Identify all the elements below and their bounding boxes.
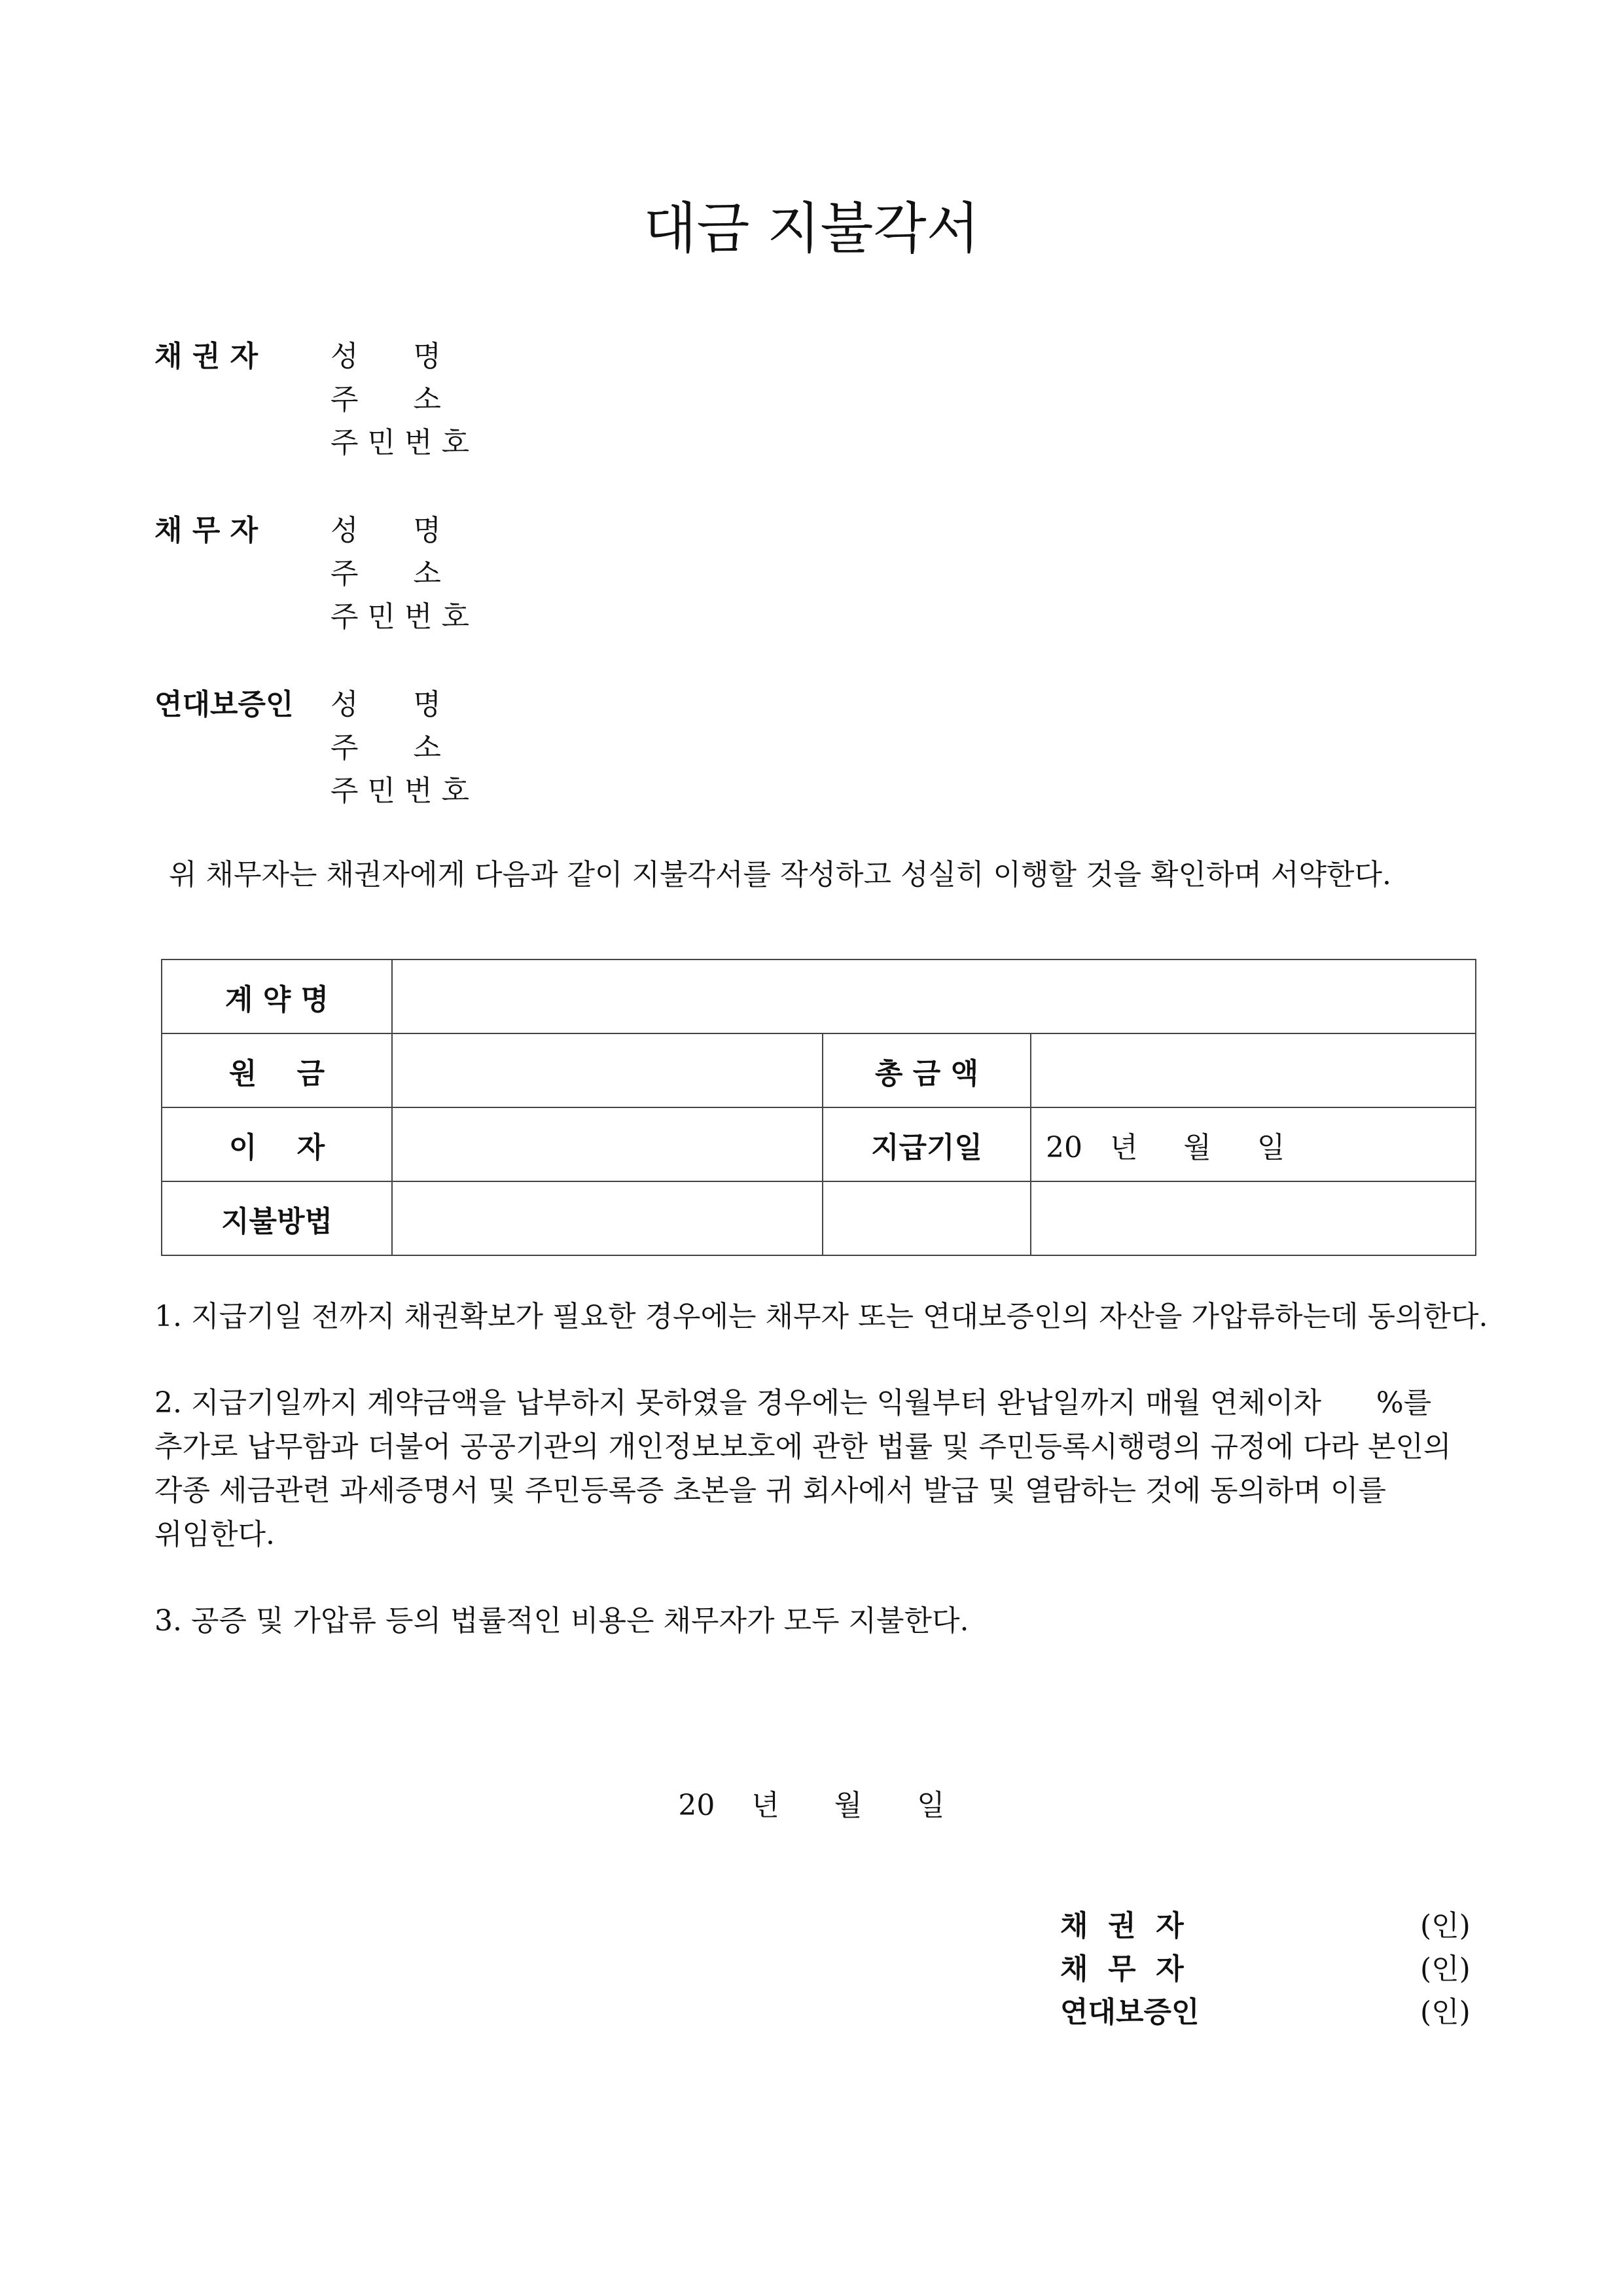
- table-row: [162, 1033, 1476, 1107]
- debtor-name-label: 성 명: [330, 514, 441, 547]
- payment-method-extra-2[interactable]: [1031, 1181, 1476, 1255]
- table-row: [162, 960, 1476, 1033]
- debtor-label: 채 무 자: [154, 514, 259, 547]
- due-date-label: 지급기일: [823, 1107, 1031, 1181]
- clause-1-line-1: 1. 지급기일 전까지 채권확보가 필요한 경우에는 채무자 또는 연대보증인의 자산을 가압류하는데 동의한다.: [154, 1300, 1488, 1333]
- total-amount-value[interactable]: [1031, 1033, 1476, 1107]
- payment-method-value[interactable]: [392, 1181, 823, 1255]
- creditor-label: 채 권 자: [154, 340, 259, 373]
- payment-method-label: 지불방법: [162, 1181, 392, 1255]
- clause-2-line-2: 추가로 납무함과 더불어 공공기관의 개인정보보호에 관한 법률 및 주민등록시행령의 규정에 다라 본인의: [154, 1430, 1452, 1463]
- interest-value[interactable]: [392, 1107, 823, 1181]
- creditor-name-label: 성 명: [330, 340, 441, 373]
- interest-label: 이 자: [162, 1107, 392, 1181]
- clause-2-line-1: 2. 지급기일까지 계약금액을 납부하지 못하였을 경우에는 익월부터 완납일까지 매월 연체이차 %를: [154, 1386, 1432, 1420]
- guarantor-address-label: 주 소: [330, 731, 441, 764]
- creditor-address-label: 주 소: [330, 383, 441, 416]
- creditor-id-label: 주 민 번 호: [330, 426, 469, 459]
- signature-guarantor-seal: (인): [1420, 1996, 1471, 2029]
- guarantor-id-label: 주 민 번 호: [330, 774, 469, 808]
- signature-creditor-seal: (인): [1420, 1909, 1471, 1943]
- contract-table: [161, 959, 1476, 1256]
- signature-debtor-seal: (인): [1420, 1952, 1471, 1986]
- document-date: 20 년 월 일: [678, 1789, 945, 1822]
- due-date-value[interactable]: 20 년 월 일: [1031, 1107, 1476, 1181]
- principal-value[interactable]: [392, 1033, 823, 1107]
- clause-2-line-4: 위임한다.: [154, 1518, 276, 1551]
- debtor-id-label: 주 민 번 호: [330, 600, 469, 634]
- payment-method-extra-1[interactable]: [823, 1181, 1031, 1255]
- guarantor-name-label: 성 명: [330, 688, 441, 721]
- signature-guarantor-label: 연대보증인: [1060, 1996, 1200, 2029]
- signature-creditor-label: 채 권 자: [1060, 1909, 1184, 1943]
- table-row: [162, 1107, 1476, 1181]
- intro-statement: 위 채무자는 채권자에게 다음과 같이 지불각서를 작성하고 성실히 이행할 것을 확인하며 서약한다.: [169, 858, 1391, 891]
- debtor-address-label: 주 소: [330, 557, 441, 590]
- document-title: 대금 지불각서: [643, 196, 980, 260]
- total-amount-label: 총 금 액: [823, 1033, 1031, 1107]
- table-row: [162, 1181, 1476, 1255]
- contract-name-value[interactable]: [392, 960, 1476, 1033]
- contract-name-label: 계 약 명: [162, 960, 392, 1033]
- signature-debtor-label: 채 무 자: [1060, 1952, 1184, 1986]
- principal-label: 원 금: [162, 1033, 392, 1107]
- guarantor-label: 연대보증인: [154, 688, 294, 721]
- clause-3-line-1: 3. 공증 및 가압류 등의 법률적인 비용은 채무자가 모두 지불한다.: [154, 1604, 969, 1638]
- clause-2-line-3: 각종 세금관련 과세증명서 및 주민등록증 초본을 귀 회사에서 발급 및 열람하는 것에 동의하며 이를: [154, 1474, 1386, 1507]
